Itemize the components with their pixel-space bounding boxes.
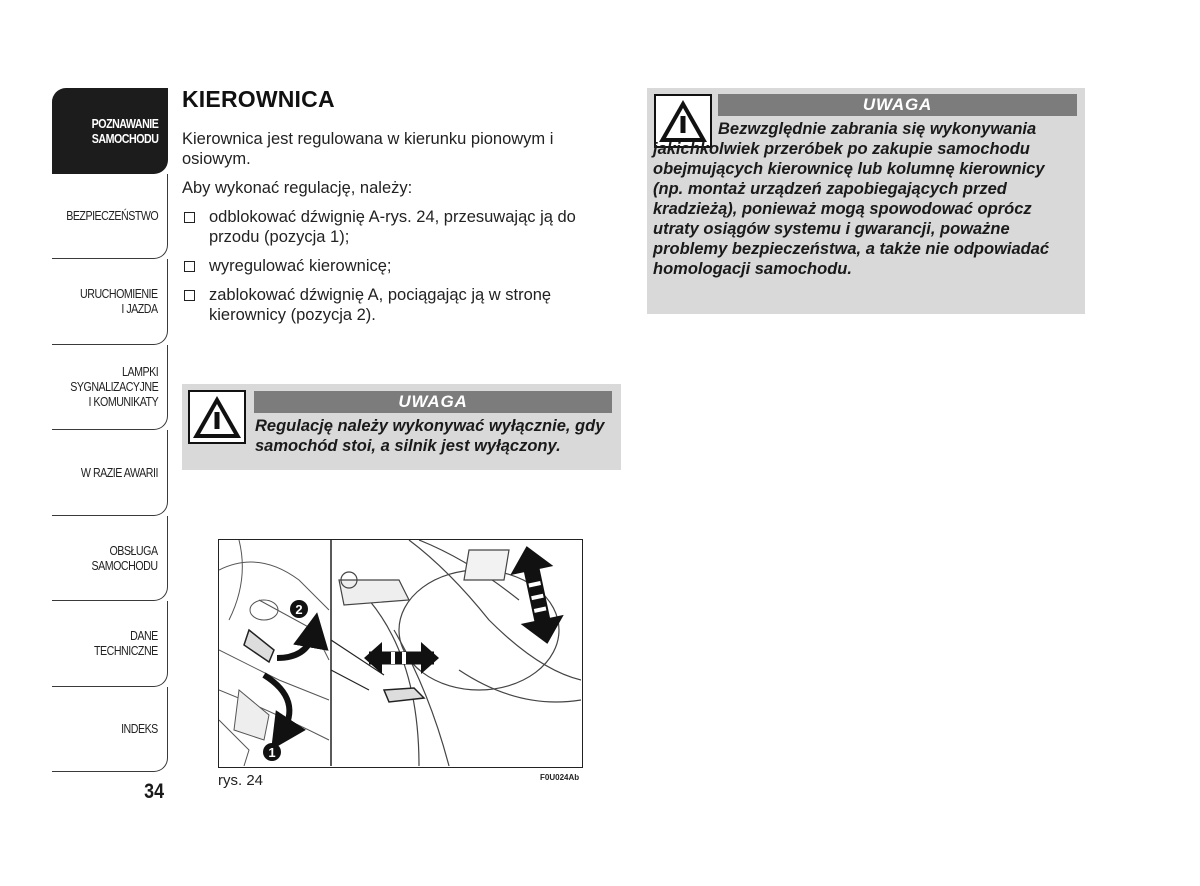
checkbox-bullet-icon — [184, 212, 195, 223]
tab-label: POZNAWANIE SAMOCHODU — [91, 115, 158, 146]
list-item — [182, 207, 622, 247]
main-content — [182, 86, 622, 334]
warning-box-modifications — [647, 88, 1085, 314]
tab-indeks[interactable] — [52, 687, 168, 773]
tab-dane-techniczne[interactable] — [52, 601, 168, 687]
step-text: wyregulować kierownicę; — [209, 257, 392, 275]
steps-list — [182, 207, 622, 325]
warning-text: Bezwzględnie zabrania się wykonywania jakichkolwiek przeróbek po zakupie samochodu obejmujących kierownicę lub kolumnę kierownicy (np. montaż urządzeń zapobiegających przed kradzieżą), ponieważ mogą spowodować oprócz utraty osiągów systemu i gwarancji, poważne problemy bezpieczeństwa, a także nie odpowiadać homologacji samochodu. — [653, 120, 1050, 278]
warning-header: UWAGA — [718, 94, 1077, 116]
tab-w-razie-awarii[interactable] — [52, 430, 168, 516]
figure-caption: rys. 24 — [218, 772, 264, 789]
illustration-drawing — [219, 540, 581, 766]
step-text: zablokować dźwignię A, pociągając ją w stronę kierownicy (pozycja 2). — [209, 286, 552, 324]
tab-label: INDEKS — [121, 721, 158, 737]
tab-lampki-sygnalizacyjne[interactable] — [52, 345, 168, 431]
page-number: 34 — [144, 780, 164, 803]
tab-obsluga-samochodu[interactable] — [52, 516, 168, 602]
tab-bezpieczenstwo[interactable] — [52, 174, 168, 260]
marker-1: 1 — [268, 745, 276, 760]
tab-label: BEZPIECZEŃSTWO — [65, 208, 158, 224]
tab-label: LAMPKI SYGNALIZACYJNE I KOMUNIKATY — [70, 364, 158, 410]
tab-label: W RAZIE AWARII — [80, 464, 158, 480]
tab-label: DANE TECHNICZNE — [94, 628, 158, 659]
steering-adjustment-illustration — [218, 539, 583, 768]
tab-label: URUCHOMIENIE I JAZDA — [80, 286, 158, 317]
warning-box-adjustment — [182, 384, 621, 470]
warning-text: Regulację należy wykonywać wyłącznie, gdy samochód stoi, a silnik jest wyłączony. — [255, 417, 605, 455]
chapter-tabs — [52, 88, 168, 772]
warning-header: UWAGA — [254, 391, 612, 413]
marker-2: 2 — [295, 602, 303, 617]
step-text: odblokować dźwignię A-rys. 24, przesuwając ją do przodu (pozycja 1); — [209, 208, 576, 246]
checkbox-bullet-icon — [184, 261, 195, 272]
warning-triangle-icon — [188, 390, 246, 444]
checkbox-bullet-icon — [184, 290, 195, 301]
tab-poznawanie-samochodu[interactable] — [52, 88, 168, 174]
figure-code: F0U024Ab — [540, 773, 580, 782]
lead-paragraph: Aby wykonać regulację, należy: — [182, 179, 413, 197]
list-item — [182, 285, 622, 325]
tab-uruchomienie-i-jazda[interactable] — [52, 259, 168, 345]
intro-paragraph: Kierownica jest regulowana w kierunku pionowym i osiowym. — [182, 130, 554, 168]
tab-label: OBSŁUGA SAMOCHODU — [91, 542, 158, 573]
list-item — [182, 256, 622, 276]
page-title: KIEROWNICA — [182, 86, 335, 112]
